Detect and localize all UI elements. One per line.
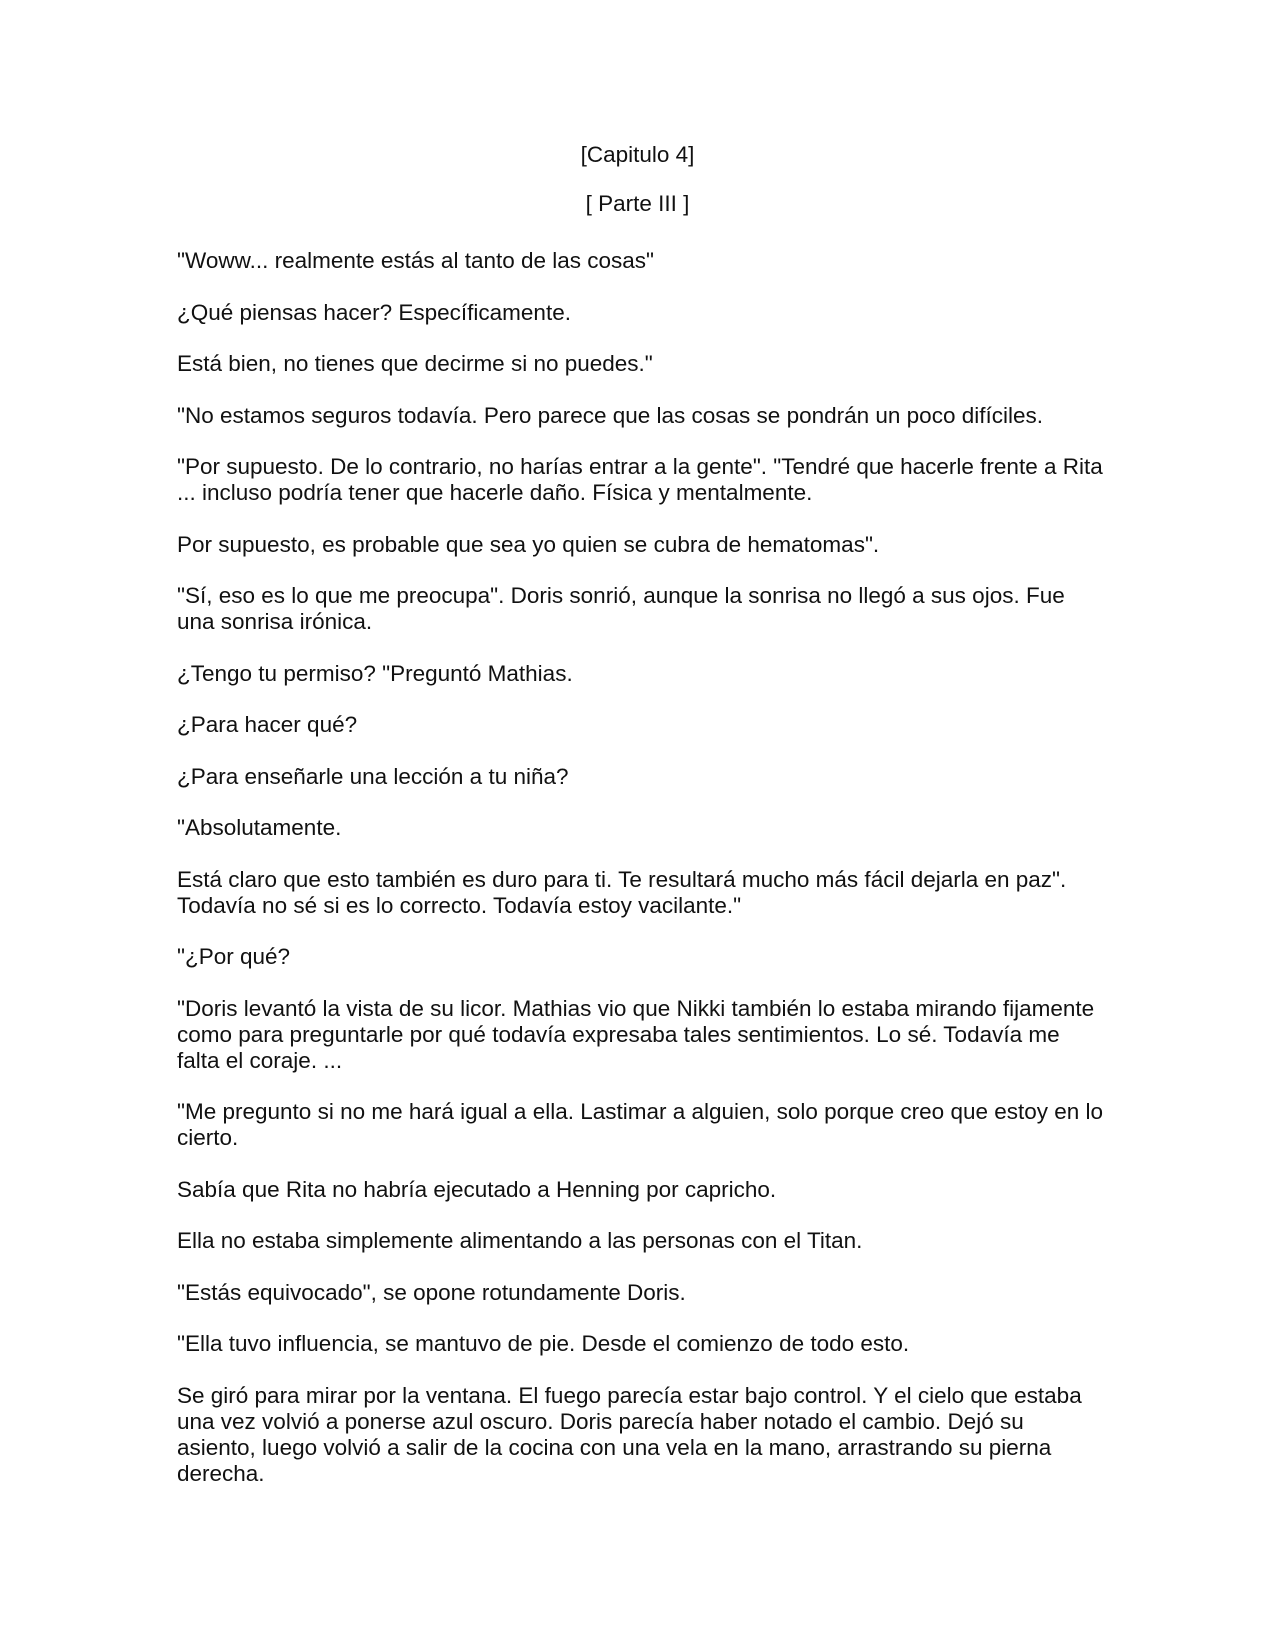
paragraph: "Por supuesto. De lo contrario, no harías entrar a la gente". "Tendré que hacerle frente a Rita ... incluso podría tener que hacerle daño. Física y mentalmente. — [177, 454, 1103, 505]
paragraph: "Doris levantó la vista de su licor. Mathias vio que Nikki también lo estaba mirando fijamente como para preguntarle por qué todavía expresaba tales sentimientos. Lo sé. Todavía me falta el coraje. ... — [177, 995, 1095, 1073]
paragraph: Está bien, no tienes que decirme si no puedes." — [177, 351, 653, 376]
document-body — [177, 248, 1107, 1512]
paragraph: Sabía que Rita no habría ejecutado a Henning por capricho. — [177, 1176, 777, 1202]
chapter-heading: [Capitulo 4] — [580, 142, 695, 167]
paragraph: Por supuesto, es probable que sea yo quien se cubra de hematomas". — [177, 531, 880, 557]
paragraph: "Sí, eso es lo que me preocupa". Doris sonrió, aunque la sonrisa no llegó a sus ojos. Fue una sonrisa irónica. — [177, 583, 1065, 634]
paragraph: Está claro que esto también es duro para ti. Te resultará mucho más fácil dejarla en paz". Todavía no sé si es lo correcto. Todavía estoy vacilante." — [177, 866, 1067, 918]
paragraph: "Absolutamente. — [177, 815, 342, 840]
paragraph: "Ella tuvo influencia, se mantuvo de pie. Desde el comienzo de todo esto. — [177, 1331, 910, 1356]
paragraph: ¿Tengo tu permiso? "Preguntó Mathias. — [177, 660, 573, 686]
paragraph: Ella no estaba simplemente alimentando a las personas con el Titan. — [177, 1228, 863, 1253]
paragraph: Se giró para mirar por la ventana. El fuego parecía estar bajo control. Y el cielo que estaba una vez volvió a ponerse azul oscuro. Doris parecía haber notado el cambio. Dejó su asiento, luego volvió a salir de la cocina con una vela en la mano, arrastrando su pierna derecha. — [177, 1382, 1082, 1486]
paragraph: "¿Por qué? — [177, 944, 291, 969]
paragraph: "Estás equivocado", se opone rotundamente Doris. — [177, 1279, 686, 1305]
paragraph: "No estamos seguros todavía. Pero parece que las cosas se pondrán un poco difíciles. — [177, 402, 1043, 428]
paragraph: ¿Para hacer qué? — [177, 712, 358, 737]
part-heading: [ Parte III ] — [585, 191, 690, 216]
paragraph: ¿Qué piensas hacer? Específicamente. — [177, 299, 571, 325]
paragraph: "Me pregunto si no me hará igual a ella. Lastimar a alguien, solo porque creo que estoy en lo cierto. — [177, 1099, 1104, 1150]
paragraph: "Woww... realmente estás al tanto de las cosas" — [177, 248, 655, 273]
paragraph: ¿Para enseñarle una lección a tu niña? — [177, 763, 569, 789]
